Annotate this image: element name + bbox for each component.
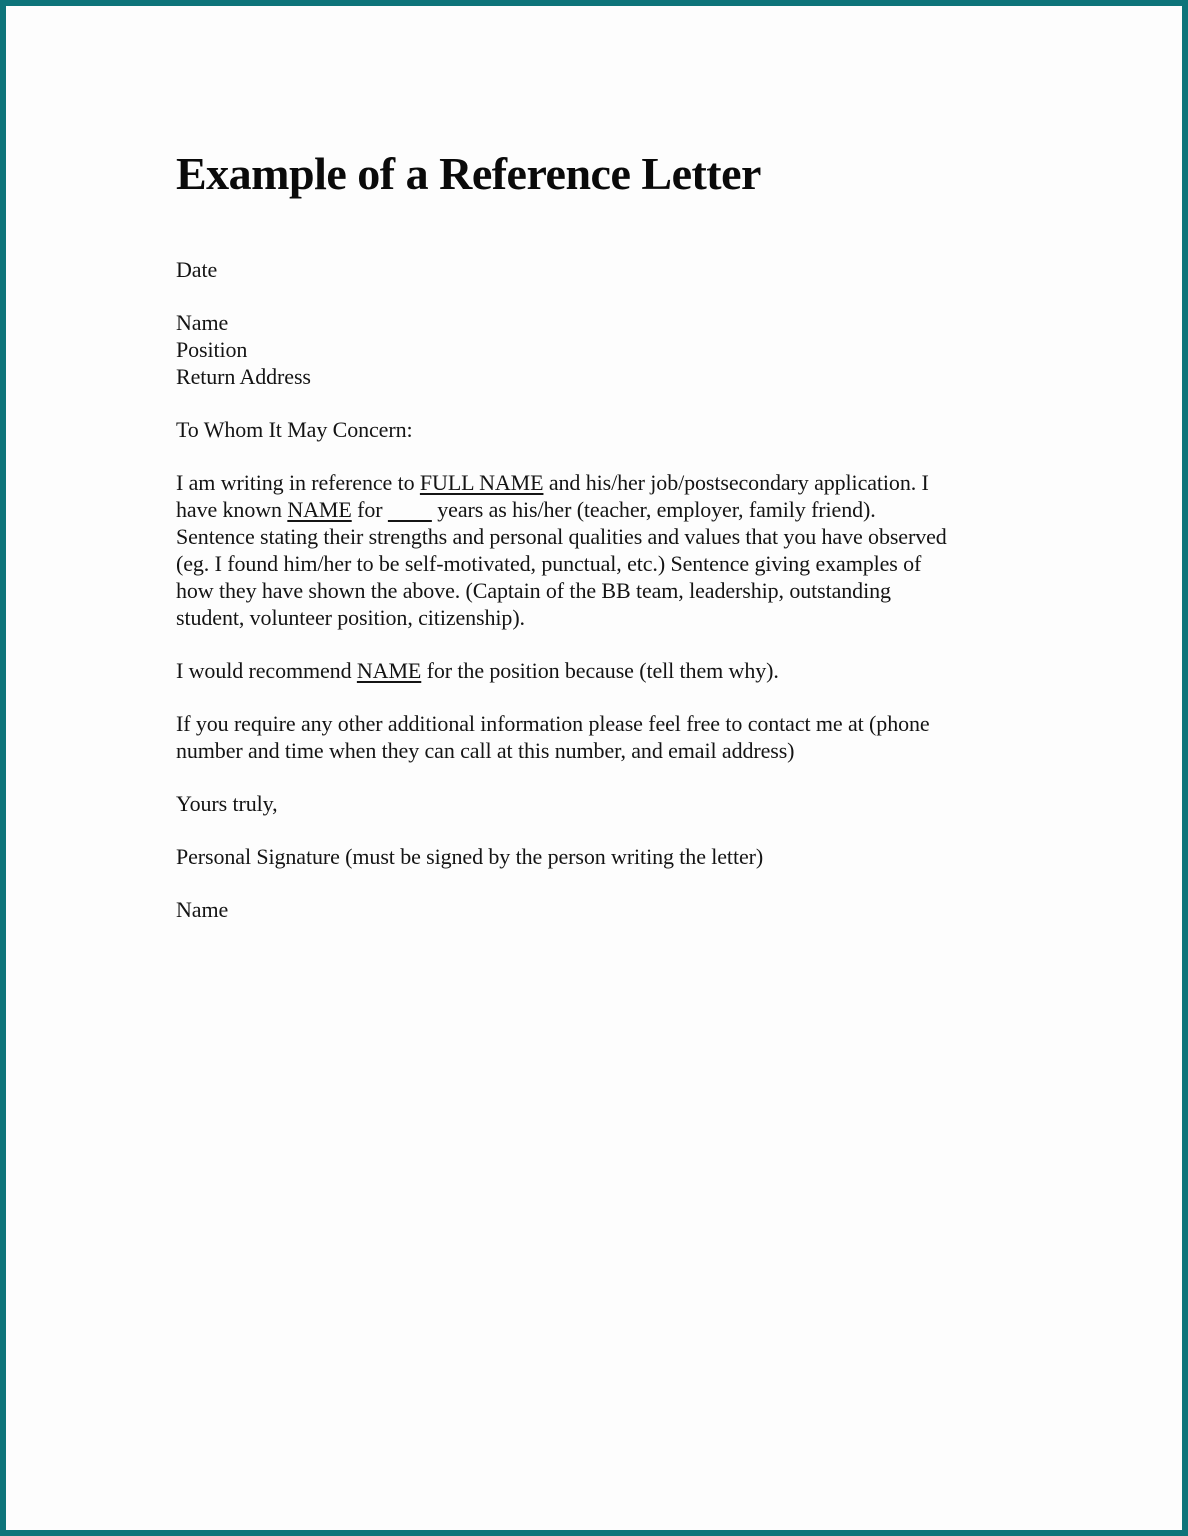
text-segment: I am writing in reference to (176, 470, 420, 495)
text-segment: for the position because (tell them why). (421, 658, 779, 683)
body-line: (eg. I found him/her to be self-motivated, punctual, etc.) Sentence giving examples of (176, 551, 922, 576)
sender-return-address: Return Address (176, 364, 311, 389)
text-segment: for (351, 497, 388, 522)
body-line: number and time when they can call at this number, and email address) (176, 738, 795, 763)
paragraph-intro (176, 469, 1062, 631)
closing-block (176, 790, 1062, 817)
signature-block (176, 843, 1062, 870)
body-line: student, volunteer position, citizenship). (176, 605, 525, 630)
paragraph-recommendation (176, 657, 1062, 684)
date-block (176, 256, 1062, 283)
body-line: If you require any other additional information please feel free to contact me at (phone (176, 711, 930, 736)
salutation: To Whom It May Concern: (176, 417, 413, 442)
blank-years-field (388, 497, 432, 522)
sender-position: Position (176, 337, 248, 362)
body-line: Sentence stating their strengths and personal qualities and values that you have observed (176, 524, 947, 549)
sender-block (176, 309, 1062, 390)
underlined-placeholder-full-name: FULL NAME (419, 470, 544, 495)
text-segment: and his/her job/postsecondary application. I (543, 470, 929, 495)
signer-name-block (176, 896, 1062, 923)
paragraph-contact (176, 710, 1062, 764)
date-placeholder: Date (176, 257, 218, 282)
text-segment: have known (176, 497, 288, 522)
body-line (176, 469, 1062, 496)
sender-name: Name (176, 310, 229, 335)
body-line: how they have shown the above. (Captain of the BB team, leadership, outstanding (176, 578, 891, 603)
text-segment: I would recommend (176, 658, 357, 683)
page-title: Example of a Reference Letter (176, 148, 761, 199)
body-line (176, 657, 1062, 684)
underlined-placeholder-name: NAME (356, 658, 422, 683)
salutation-block (176, 416, 1062, 443)
signer-name-placeholder: Name (176, 897, 229, 922)
body-line (176, 496, 1062, 523)
closing: Yours truly, (176, 791, 278, 816)
underlined-placeholder-name: NAME (287, 497, 352, 522)
signature-instruction: Personal Signature (must be signed by the person writing the letter) (176, 844, 764, 869)
letter-content (6, 148, 1182, 923)
text-segment: years as his/her (teacher, employer, family friend). (431, 497, 876, 522)
